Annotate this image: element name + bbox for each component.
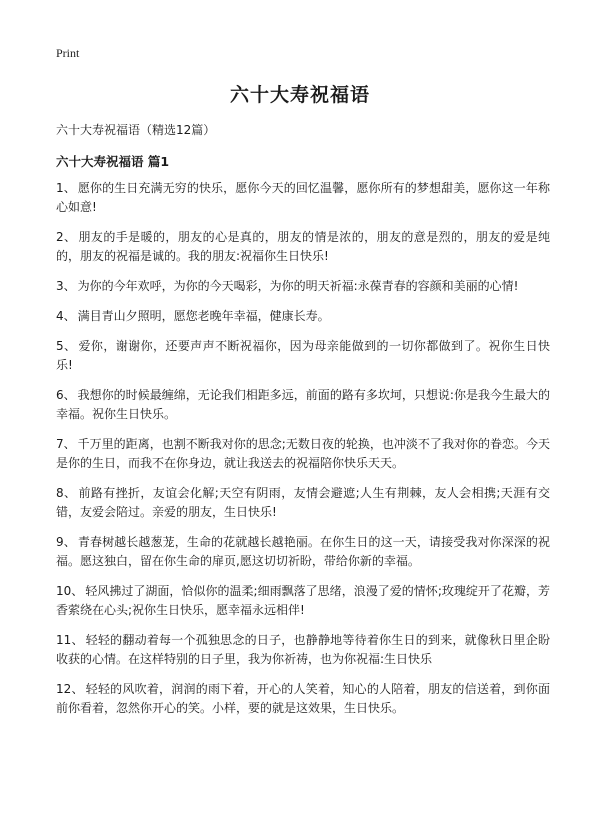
wish-number: 9、	[56, 535, 76, 549]
wish-number: 8、	[56, 486, 77, 500]
section-heading: 六十大寿祝福语 篇1	[56, 154, 170, 169]
wish-text: 青春树越长越葱茏，生命的花就越长越艳丽。在你生日的这一天，请接受我对你深深的祝福。愿这独白，留在你生命的扉页,愿这切切祈盼，带给你新的幸福。	[56, 535, 550, 568]
wish-text: 轻轻的翻动着每一个孤独思念的日子，也静静地等待着你生日的到来，就像秋日里企盼收获的心情。在这样特别的日子里，我为你祈祷，也为你祝福:生日快乐	[56, 633, 550, 666]
wish-item	[56, 680, 550, 718]
wish-number: 2、	[56, 230, 77, 244]
wish-item	[56, 307, 550, 326]
wish-number: 4、	[56, 309, 76, 323]
wish-item	[56, 337, 550, 375]
wish-item	[56, 277, 550, 296]
print-link[interactable]: Print	[56, 46, 80, 60]
wish-list	[56, 179, 550, 729]
wish-text: 轻风拂过了湖面，恰似你的温柔;细雨飘落了思绪，浪漫了爱的情怀;玫瑰绽开了花瓣，芳香萦绕在心头;祝你生日快乐，愿幸福永远相伴!	[56, 584, 550, 617]
wish-text: 朋友的手是暖的，朋友的心是真的，朋友的情是浓的，朋友的意是烈的，朋友的爱是纯的，朋友的祝福是诚的。我的朋友:祝福你生日快乐!	[56, 230, 550, 263]
wish-text: 前路有挫折，友谊会化解;天空有阴雨，友情会避遮;人生有荆棘，友人会相携;天涯有交错，友爱会陪过。亲爱的朋友，生日快乐!	[56, 486, 550, 519]
wish-number: 3、	[56, 279, 76, 293]
wish-text: 千万里的距离，也割不断我对你的思念;无数日夜的轮换，也冲淡不了我对你的眷恋。今天是你的生日，而我不在你身边，就让我送去的祝福陪你快乐天天。	[56, 437, 551, 470]
wish-number: 5、	[56, 339, 77, 353]
wish-number: 11、	[56, 633, 84, 647]
wish-text: 轻轻的风吹着，润润的雨下着，开心的人笑着，知心的人陪着，朋友的信送着，到你面前你看着，忽然你开心的笑。小样，要的就是这效果，生日快乐。	[56, 682, 550, 715]
wish-number: 6、	[56, 388, 76, 402]
wish-number: 12、	[56, 682, 84, 696]
wish-text: 爱你，谢谢你，还要声声不断祝福你，因为母亲能做到的一切你都做到了。祝你生日快乐!	[56, 339, 550, 372]
wish-item	[56, 179, 550, 217]
wish-item	[56, 228, 550, 266]
wish-item	[56, 631, 550, 669]
wish-item	[56, 582, 550, 620]
wish-number: 10、	[56, 584, 84, 598]
wish-item	[56, 533, 550, 571]
wish-number: 1、	[56, 181, 76, 195]
wish-item	[56, 435, 550, 473]
wish-item	[56, 484, 550, 522]
page-title: 六十大寿祝福语	[229, 84, 370, 106]
wish-text: 满目青山夕照明，愿您老晚年幸福，健康长寿。	[77, 309, 330, 323]
wish-text: 我想你的时候最缠绵，无论我们相距多远，前面的路有多坎坷，只想说:你是我今生最大的幸福。祝你生日快乐。	[56, 388, 551, 421]
wish-text: 愿你的生日充满无穷的快乐，愿你今天的回忆温馨，愿你所有的梦想甜美，愿你这一年称心如意!	[56, 181, 550, 214]
wish-number: 7、	[56, 437, 76, 451]
wish-text: 为你的今年欢呼，为你的今天喝彩，为你的明天祈福:永葆青春的容颜和美丽的心情!	[77, 279, 519, 293]
wish-item	[56, 386, 550, 424]
document-subtitle: 六十大寿祝福语（精选12篇）	[56, 123, 216, 137]
